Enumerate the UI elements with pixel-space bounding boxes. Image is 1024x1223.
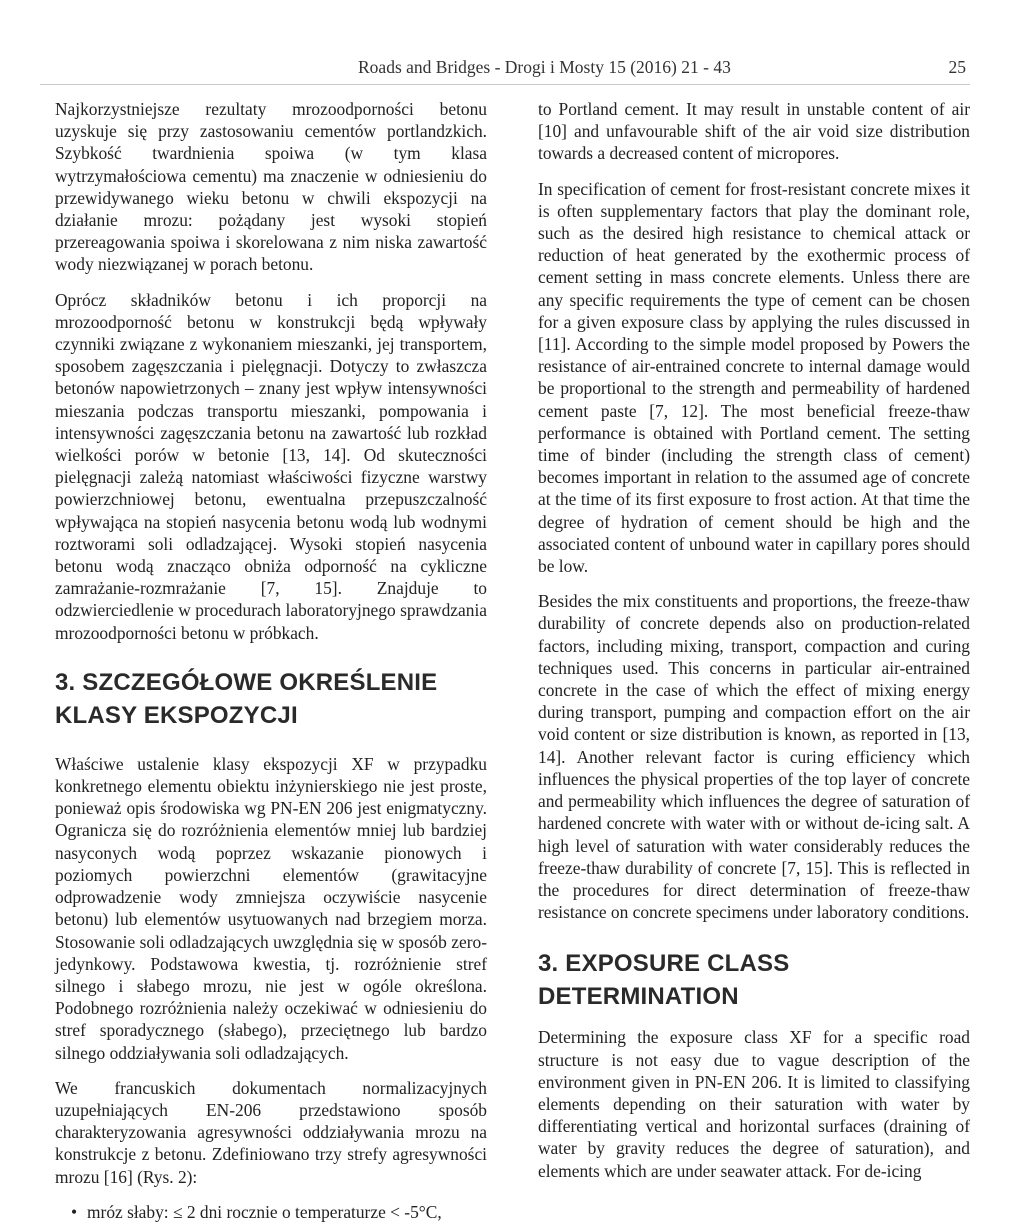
right-column-english (538, 98, 970, 1195)
paragraph: Najkorzystniejsze rezultaty mrozoodporności betonu uzyskuje się przy zastosowaniu cementów portlandzkich. Szybkość twardnienia spoiwa (w tym klasa wytrzymałościowa cementu) ma znaczenie w odniesieniu do przewidywanego wieku betonu w chwili ekspozycji na działanie mrozu: pożądany jest wysoki stopień przereagowania spoiwa i skorelowana z nim niska zawartość wody niezwiązanej w porach betonu. (55, 99, 487, 275)
paragraph: Właściwe ustalenie klasy ekspozycji XF w przypadku konkretnego elementu obiektu inżynierskiego nie jest proste, ponieważ opis środowiska wg PN-EN 206 jest enigmatyczny. Ogranicza się do rozróżnienia elementów mniej lub bardziej nasyconych wodą poprzez wskazanie pionowych i poziomych powierzchni elementów (grawitacyjne odprowadzenie wody zmniejsza oczywiście nasycenie betonu) lub elementów usytuowanych nad brzegiem morza. Stosowanie soli odladzających uwzględnia się w sposób zero-jedynkowy. Podstawowa kwestia, tj. rozróżnienie stref silnego i słabego mrozu, nie jest w ogóle określona. Podobnego rozróżnienia należy oczekiwać w odniesieniu do stref sporadycznego (słabego), przeciętnego lub bardzo silnego oddziaływania soli odladzających. (55, 753, 487, 1063)
paragraph: In specification of cement for frost-resistant concrete mixes it is often supplementary factors that play the dominant role, such as the desired high resistance to chemical attack or reduction of heat generated by the exothermic process of cement setting in mass concrete elements. Unless there are any specific requirements the type of cement can be chosen for a given exposure class by applying the rules discussed in [11]. According to the simple model proposed by Powers the resistance of air-entrained concrete to internal damage would be proportional to the strength and permeability of hardened cement paste [7, 12]. The most beneficial freeze-thaw performance is obtained with Portland cement. The setting time of binder (including the strength class of cement) becomes important in relation to the assumed age of concrete at the time of its first exposure to frost action. At that time the degree of hydration of cement should be high and the associated content of unbound water in capillary pores should be low. (538, 178, 970, 577)
section-heading: 3. SZCZEGÓŁOWE OKREŚLENIE KLASY EKSPOZYCJI (55, 668, 438, 729)
bullet-marker: • (71, 1201, 78, 1222)
paragraph: to Portland cement. It may result in unstable content of air [10] and unfavourable shift of the air void size distribution towards a decreased content of micropores. (538, 99, 970, 164)
page-number: 25 (948, 57, 966, 77)
paragraph: We francuskich dokumentach normalizacyjnych uzupełniających EN-206 przedstawiono sposób charakteryzowania agresywności oddziaływania mrozu na konstrukcje z betonu. Zdefiniowano trzy strefy agresywności mrozu [16] (Rys. 2): (55, 1077, 487, 1187)
paragraph: Besides the mix constituents and proportions, the freeze-thaw durability of concrete depends also on production-related factors, including mixing, transport, compaction and curing techniques used. This concerns in particular air-entrained concrete in the case of which the effect of mixing energy during transport, pumping and compaction effort on the air void content or size distribution is known, as reported in [13, 14]. Another relevant factor is curing efficiency which influences the physical properties of the top layer of concrete and permeability which influences the degree of saturation of hardened concrete with water with or without de-icing salt. A high level of saturation with water considerably reduces the freeze-thaw durability of concrete [7, 15]. This is reflected in the procedures for direct determination of freeze-thaw resistance on concrete specimens under laboratory conditions. (538, 591, 970, 923)
journal-title: Roads and Bridges - Drogi i Mosty 15 (2016) 21 - 43 (358, 57, 731, 77)
running-header (40, 50, 970, 85)
section-heading: 3. EXPOSURE CLASS DETERMINATION (538, 950, 790, 1011)
paragraph: Determining the exposure class XF for a specific road structure is not easy due to vague description of the environment given in PN-EN 206. It is limited to classifying elements depending on their saturation with water by differentiating vertical and horizontal surfaces (draining of water by gravity reduces the degree of saturation), and elements which are under seawater attack. For de-icing (538, 1027, 970, 1181)
paragraph: Oprócz składników betonu i ich proporcji na mrozoodporność betonu w konstrukcji będą wpływały czynniki związane z wykonaniem mieszanki, jej transportem, sposobem zagęszczania i pielęgnacji. Dotyczy to zwłaszcza betonów napowietrzonych – znany jest wpływ intensywności mieszania podczas transportu mieszanki, pompowania i intensywności zagęszczania betonu na zawartość lub rozkład wielkości porów w betonie [13, 14]. Od skuteczności pielęgnacji zależą natomiast właściwości fizyczne warstwy powierzchniowej betonu, ewentualna przepuszczalność wpływająca na stopień nasycenia betonu wodą lub wodnymi roztworami soli odladzającej. Wysoki stopień nasycenia betonu wodą znacząco obniża odporność na cykliczne zamrażanie-rozmrażanie [7, 15]. Znajduje to odzwierciedlenie w procedurach laboratoryjnego sprawdzania mrozoodporności betonu w próbkach. (55, 289, 487, 643)
list-item-text: mróz słaby: ≤ 2 dni rocznie o temperaturze < -5°C, (87, 1201, 442, 1222)
left-column-polish (55, 98, 487, 1223)
